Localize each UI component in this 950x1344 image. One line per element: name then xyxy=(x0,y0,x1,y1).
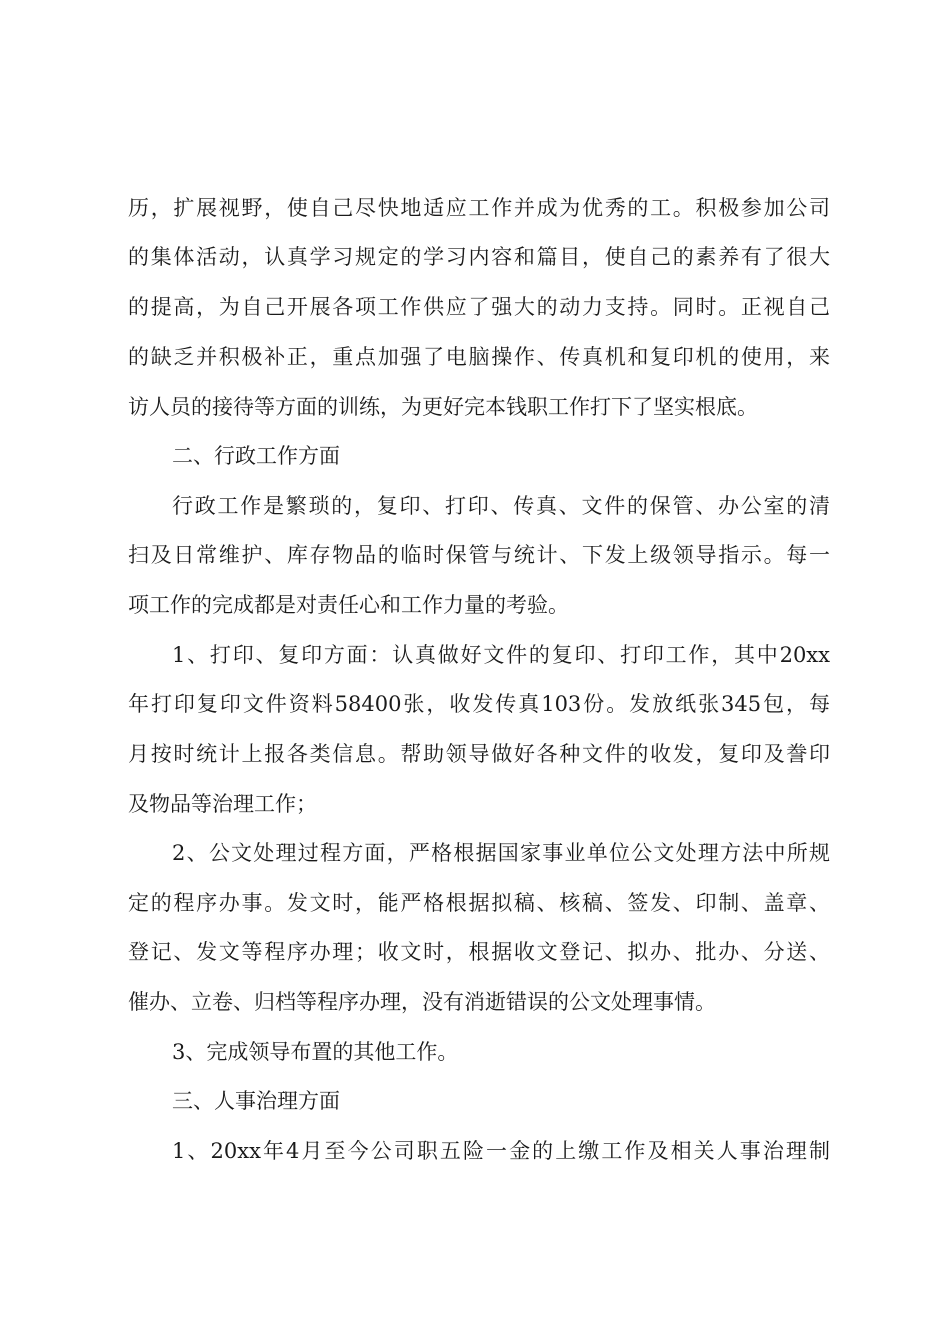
paragraph-line: 历，扩展视野，使自己尽快地适应工作并成为优秀的工。积极参加公司 xyxy=(128,196,830,220)
paragraph-line: 1、打印、复印方面：认真做好文件的复印、打印工作，其中20xx xyxy=(172,643,830,667)
paragraph-line: 年打印复印文件资料58400张，收发传真103份。发放纸张345包，每 xyxy=(128,692,830,716)
paragraph-line: 定的程序办事。发文时，能严格根据拟稿、核稿、签发、印制、盖章、 xyxy=(128,891,830,915)
paragraph-line: 的集体活动，认真学习规定的学习内容和篇目，使自己的素养有了很大 xyxy=(128,245,830,269)
paragraph-line: 3、完成领导布置的其他工作。 xyxy=(172,1040,459,1064)
paragraph-line: 行政工作是繁琐的，复印、打印、传真、文件的保管、办公室的清 xyxy=(172,494,830,518)
section-heading: 二、行政工作方面 xyxy=(172,444,340,468)
paragraph-line: 扫及日常维护、库存物品的临时保管与统计、下发上级领导指示。每一 xyxy=(128,543,830,567)
paragraph-line: 的提高，为自己开展各项工作供应了强大的动力支持。同时。正视自己 xyxy=(128,295,830,319)
paragraph-line: 2、公文处理过程方面，严格根据国家事业单位公文处理方法中所规 xyxy=(172,841,830,865)
section-heading: 三、人事治理方面 xyxy=(172,1089,340,1113)
paragraph-line: 催办、立卷、归档等程序办理，没有消逝错误的公文处理事情。 xyxy=(128,990,716,1014)
paragraph-line: 项工作的完成都是对责任心和工作力量的考验。 xyxy=(128,593,569,617)
paragraph-line: 登记、发文等程序办理；收文时，根据收文登记、拟办、批办、分送、 xyxy=(128,940,830,964)
paragraph-line: 1、20xx年4月至今公司职五险一金的上缴工作及相关人事治理制 xyxy=(172,1139,830,1163)
paragraph-line: 访人员的接待等方面的训练，为更好完本钱职工作打下了坚实根底。 xyxy=(128,395,758,419)
paragraph-line: 及物品等治理工作； xyxy=(128,792,317,816)
paragraph-line: 月按时统计上报各类信息。帮助领导做好各种文件的收发，复印及誊印 xyxy=(128,742,830,766)
paragraph-line: 的缺乏并积极补正，重点加强了电脑操作、传真机和复印机的使用，来 xyxy=(128,345,830,369)
